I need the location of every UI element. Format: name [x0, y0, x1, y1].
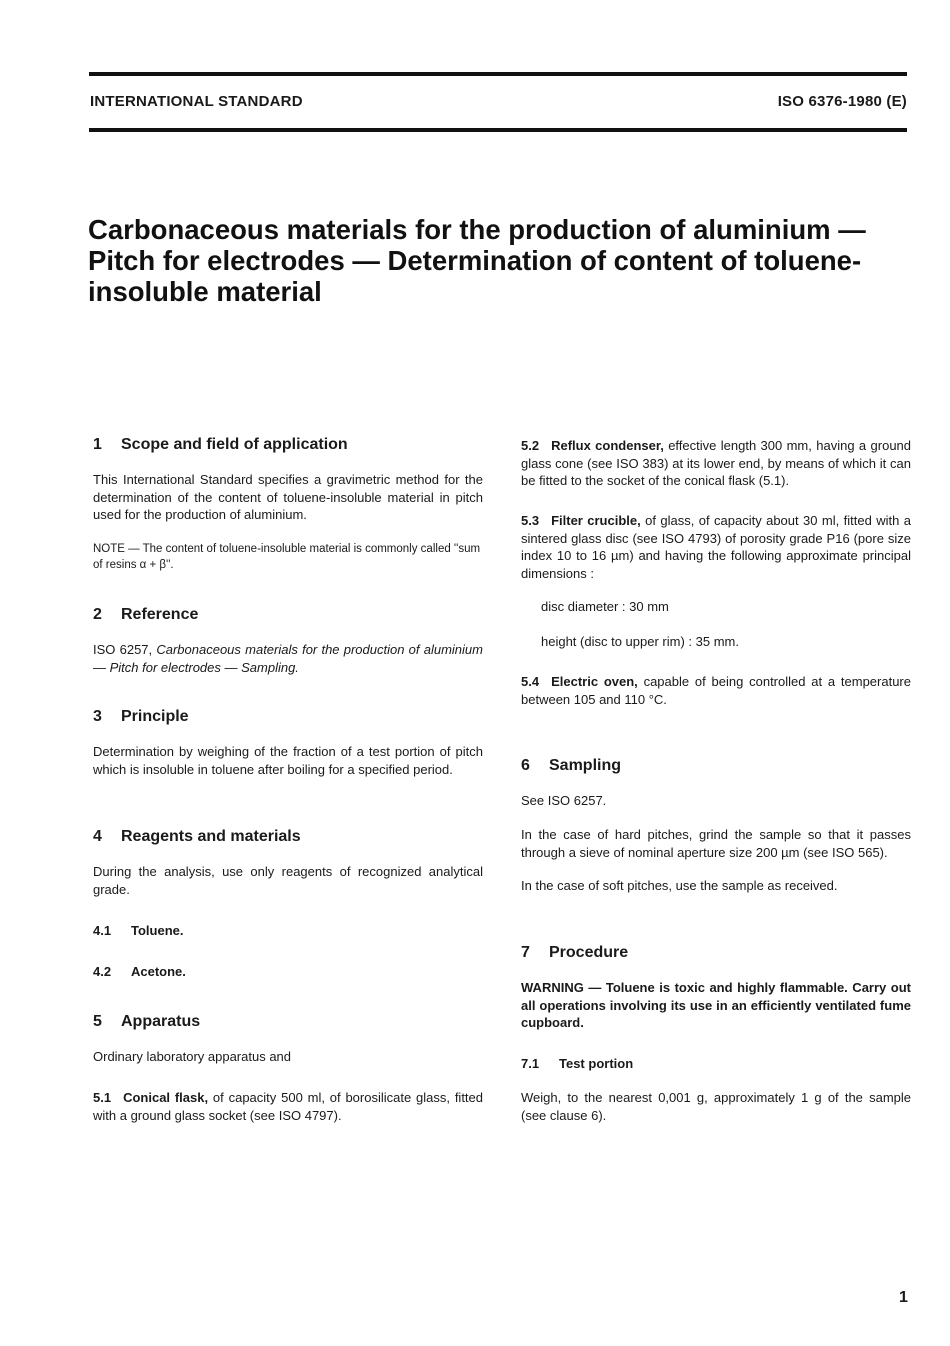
- section-3-heading: 3 Principle: [93, 708, 189, 725]
- item-5-3: 5.3 Filter crucible, of glass, of capacity about 30 ml, fitted with a sintered glass disc (see ISO 4793) of porosity grade P16 (pore size index 10 to 16 µm) and having the following approximate principal dimensions :: [521, 513, 911, 581]
- section-2-reference: ISO 6257, Carbonaceous materials for the production of aluminium — Pitch for electrodes — Sampling.: [93, 642, 483, 675]
- item-4-1: 4.1 Toluene.: [93, 923, 184, 938]
- section-1-body: This International Standard specifies a gravimetric method for the determination of the content of toluene-insoluble material in pitch used for the production of aluminium.: [93, 472, 483, 522]
- item-4-2: 4.2 Acetone.: [93, 964, 186, 979]
- section-5-heading: 5 Apparatus: [93, 1013, 201, 1030]
- item-5-1: 5.1 Conical flask, of capacity 500 ml, of borosilicate glass, fitted with a ground glass socket (see ISO 4797).: [93, 1090, 484, 1123]
- item-5-4: 5.4 Electric oven, capable of being controlled at a temperature between 105 and 110 °C.: [521, 674, 911, 707]
- page-number: 1: [899, 1289, 908, 1306]
- section-6-p2: In the case of hard pitches, grind the sample so that it passes through a sieve of nominal aperture size 200 µm (see ISO 565).: [521, 827, 911, 860]
- top-rule: [89, 72, 907, 76]
- section-4-body: During the analysis, use only reagents of recognized analytical grade.: [93, 864, 483, 897]
- section-6-heading: 6 Sampling: [521, 757, 622, 774]
- document-title: Carbonaceous materials for the production of aluminium — Pitch for electrodes — Determination of content of toluene-insoluble material: [88, 214, 866, 307]
- header-right: ISO 6376-1980 (E): [777, 93, 907, 110]
- section-3-body: Determination by weighing of the fraction of a test portion of pitch which is insoluble in toluene after boiling for a specified period.: [93, 744, 483, 777]
- section-2-heading: 2 Reference: [93, 606, 199, 623]
- section-4-heading: 4 Reagents and materials: [93, 828, 301, 845]
- item-7-1-body: Weigh, to the nearest 0,001 g, approximately 1 g of the sample (see clause 6).: [521, 1090, 911, 1123]
- item-5-2: 5.2 Reflux condenser, effective length 300 mm, having a ground glass cone (see ISO 383) at its lower end, by means of which it can be fitted to the socket of the conical flask (5.1).: [521, 438, 912, 488]
- dimension-disc-diameter: disc diameter : 30 mm: [541, 599, 669, 614]
- section-6-p3: In the case of soft pitches, use the sample as received.: [521, 878, 838, 893]
- header-rule: [89, 128, 907, 132]
- safety-warning: WARNING — Toluene is toxic and highly flammable. Carry out all operations involving its use in an efficiently ventilated fume cupboard.: [521, 980, 911, 1030]
- item-7-1-heading: 7.1 Test portion: [521, 1056, 634, 1071]
- section-1-note: NOTE — The content of toluene-insoluble material is commonly called ''sum of resins α + β''.: [93, 543, 481, 571]
- dimension-height: height (disc to upper rim) : 35 mm.: [541, 634, 739, 649]
- section-5-body: Ordinary laboratory apparatus and: [93, 1049, 292, 1064]
- header-left: INTERNATIONAL STANDARD: [90, 93, 303, 110]
- section-1-heading: 1 Scope and field of application: [93, 436, 348, 453]
- section-7-heading: 7 Procedure: [521, 944, 629, 961]
- section-6-p1: See ISO 6257.: [521, 793, 607, 808]
